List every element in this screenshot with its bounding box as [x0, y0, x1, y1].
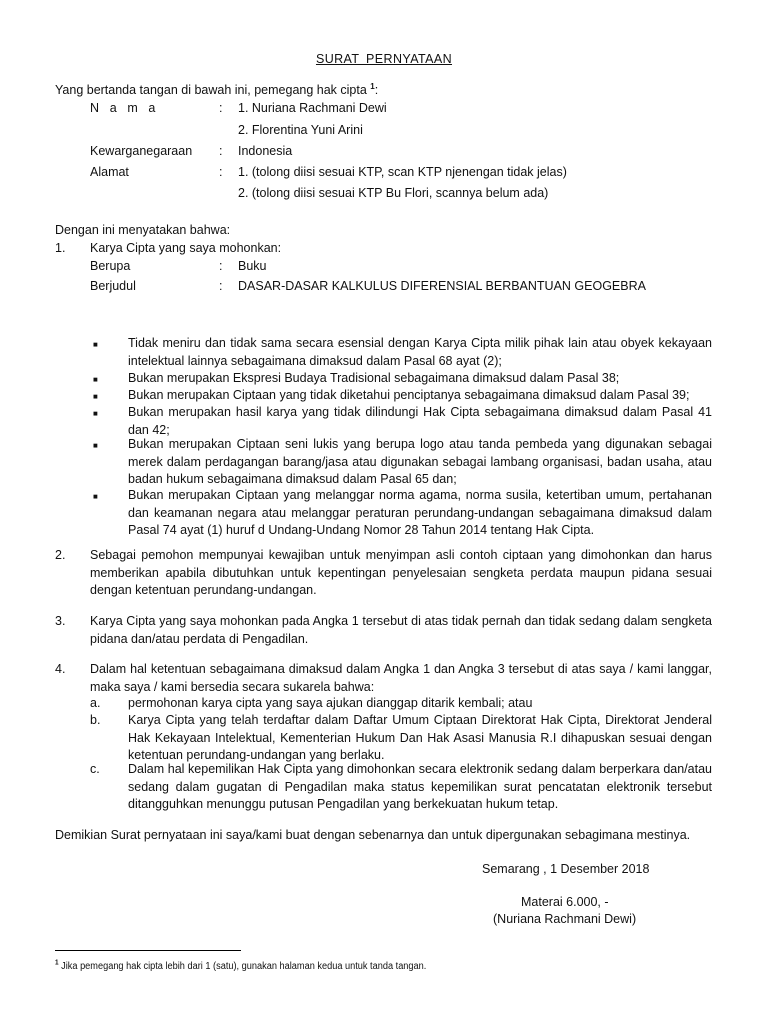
document-title: SURAT PERNYATAAN [315, 52, 453, 66]
berupa-label: Berupa [90, 259, 131, 273]
bullet-item: Tidak meniru dan tidak sama secara esensial dengan Karya Cipta milik pihak lain atau obyek kekayaan intelektual lainnya sebagaimana dimaksud dalam Pasal 68 ayat (2); [128, 336, 712, 368]
alamat-label: Alamat [90, 165, 129, 179]
intro-colon: : [374, 83, 379, 97]
item-4b-text: Karya Cipta yang telah terdaftar dalam Daftar Umum Ciptaan Direktorat Hak Cipta, Direktorat Jenderal Hak Kekayaan Intelektual, Kementerian Hukum Dan Hak Asasi Manusia R.I dihapuskan sesuai dengan ketentuan perundang-undangan yang berlaku. [128, 713, 712, 762]
field-berjudul [0, 278, 768, 296]
footnote-ref: 1 [370, 81, 375, 91]
field-berupa [0, 258, 768, 276]
bullet-item: Bukan merupakan Ciptaan yang melanggar norma agama, norma susila, ketertiban umum, pertahanan dan keamanan negara atau melanggar peraturan perundang-undangan sebagaimana dimaksud dalam Pasal 74 ayat (1) huruf d Undang-Undang Nomor 28 Tahun 2014 tentang Hak Cipta. [128, 488, 712, 537]
statement-intro: Dengan ini menyatakan bahwa: [55, 223, 231, 237]
bullet-marker: ■ [93, 392, 98, 401]
field-kewarganegaraan [0, 143, 768, 161]
berjudul-value: DASAR-DASAR KALKULUS DIFERENSIAL BERBANTUAN GEOGEBRA [238, 279, 646, 293]
bullet-marker: ■ [93, 409, 98, 418]
item-2-number: 2. [55, 548, 66, 562]
footnote [55, 958, 426, 976]
item-1-text: Karya Cipta yang saya mohonkan: [90, 241, 282, 255]
item-4b-label: b. [90, 713, 101, 727]
bullet-item: Bukan merupakan Ciptaan seni lukis yang berupa logo atau tanda pembeda yang digunakan sebagai merek dalam perdagangan barang/jasa atau digunakan sebagai lambang organisasi, badan usaha, atau badan hukum sebagaimana dimaksud dalam Pasal 65 dan; [128, 437, 712, 486]
footnote-divider [55, 950, 241, 951]
nama-label: N a m a [90, 101, 159, 115]
bullet-item: Bukan merupakan Ekspresi Budaya Tradisional sebagaimana dimaksud dalam Pasal 38; [128, 371, 620, 385]
field-alamat-2 [0, 185, 768, 203]
colon: : [219, 101, 223, 115]
bullet-marker: ■ [93, 441, 98, 450]
item-4-text: Dalam hal ketentuan sebagaimana dimaksud dalam Angka 1 dan Angka 3 tersebut di atas saya / kami langgar, maka saya / kami bersedia secara sukarela bahwa: [90, 662, 712, 694]
colon: : [219, 144, 223, 158]
item-4c-label: c. [90, 762, 100, 776]
field-alamat [0, 164, 768, 182]
colon: : [219, 279, 223, 293]
item-4a-text: permohonan karya cipta yang saya ajukan dianggap ditarik kembali; atau [128, 696, 533, 710]
kewarganegaraan-label: Kewarganegaraan [90, 144, 193, 158]
closing-statement: Demikian Surat pernyataan ini saya/kami buat dengan sebenarnya dan untuk dipergunakan sebagimana mestinya. [55, 828, 691, 842]
bullet-marker: ■ [93, 340, 98, 349]
colon: : [219, 259, 223, 273]
bullet-marker: ■ [93, 375, 98, 384]
item-3-number: 3. [55, 614, 66, 628]
item-4a-label: a. [90, 696, 101, 710]
alamat-value-1: 1. (tolong diisi sesuai KTP, scan KTP njenengan tidak jelas) [238, 165, 567, 179]
nama-value-2: 2. Florentina Yuni Arini [238, 123, 363, 137]
nama-value-1: 1. Nuriana Rachmani Dewi [238, 101, 387, 115]
colon: : [219, 165, 223, 179]
item-2-text: Sebagai pemohon mempunyai kewajiban untuk menyimpan asli contoh ciptaan yang dimohonkan dan harus memberikan apabila dibutuhkan untuk kepentingan penyelesaian sengketa perdata maupun pidana sesuai dengan ketentuan perundang-undangan. [90, 548, 712, 597]
berjudul-label: Berjudul [90, 279, 136, 293]
signer-name: (Nuriana Rachmani Dewi) [493, 912, 637, 926]
item-3-text: Karya Cipta yang saya mohonkan pada Angka 1 tersebut di atas tidak pernah dan tidak sedang dalam sengketa pidana dan/atau perdata di Pengadilan. [90, 614, 712, 646]
bullet-marker: ■ [93, 492, 98, 501]
alamat-value-2: 2. (tolong diisi sesuai KTP Bu Flori, scannya belum ada) [238, 186, 549, 200]
place-date: Semarang , 1 Desember 2018 [482, 862, 650, 876]
bullet-item: Bukan merupakan hasil karya yang tidak dilindungi Hak Cipta sebagaimana dimaksud dalam Pasal 41 dan 42; [128, 405, 712, 437]
intro-line [55, 82, 378, 100]
item-4-number: 4. [55, 662, 66, 676]
footnote-text: Jika pemegang hak cipta lebih dari 1 (satu), gunakan halaman kedua untuk tanda tangan. [58, 961, 427, 972]
berupa-value: Buku [238, 259, 267, 273]
materai-label: Materai 6.000, - [521, 895, 609, 909]
item-1-number: 1. [55, 241, 66, 255]
bullet-item: Bukan merupakan Ciptaan yang tidak diketahui penciptanya sebagaimana dimaksud dalam Pasal 39; [128, 388, 690, 402]
field-nama [0, 100, 768, 118]
item-4c-text: Dalam hal kepemilikan Hak Cipta yang dimohonkan secara elektronik sedang dalam berperkara dan/atau sedang dalam gugatan di Pengadilan maka status kepemilikan surat pencatatan elektronik tersebut ditangguhkan menunggu putusan Pengadilan yang berkekuatan hukum tetap. [128, 762, 712, 811]
kewarganegaraan-value: Indonesia [238, 144, 293, 158]
intro-text: Yang bertanda tangan di bawah ini, pemegang hak cipta [55, 83, 371, 97]
footnote-number: 1 [55, 959, 59, 967]
field-nama-2 [0, 122, 768, 140]
